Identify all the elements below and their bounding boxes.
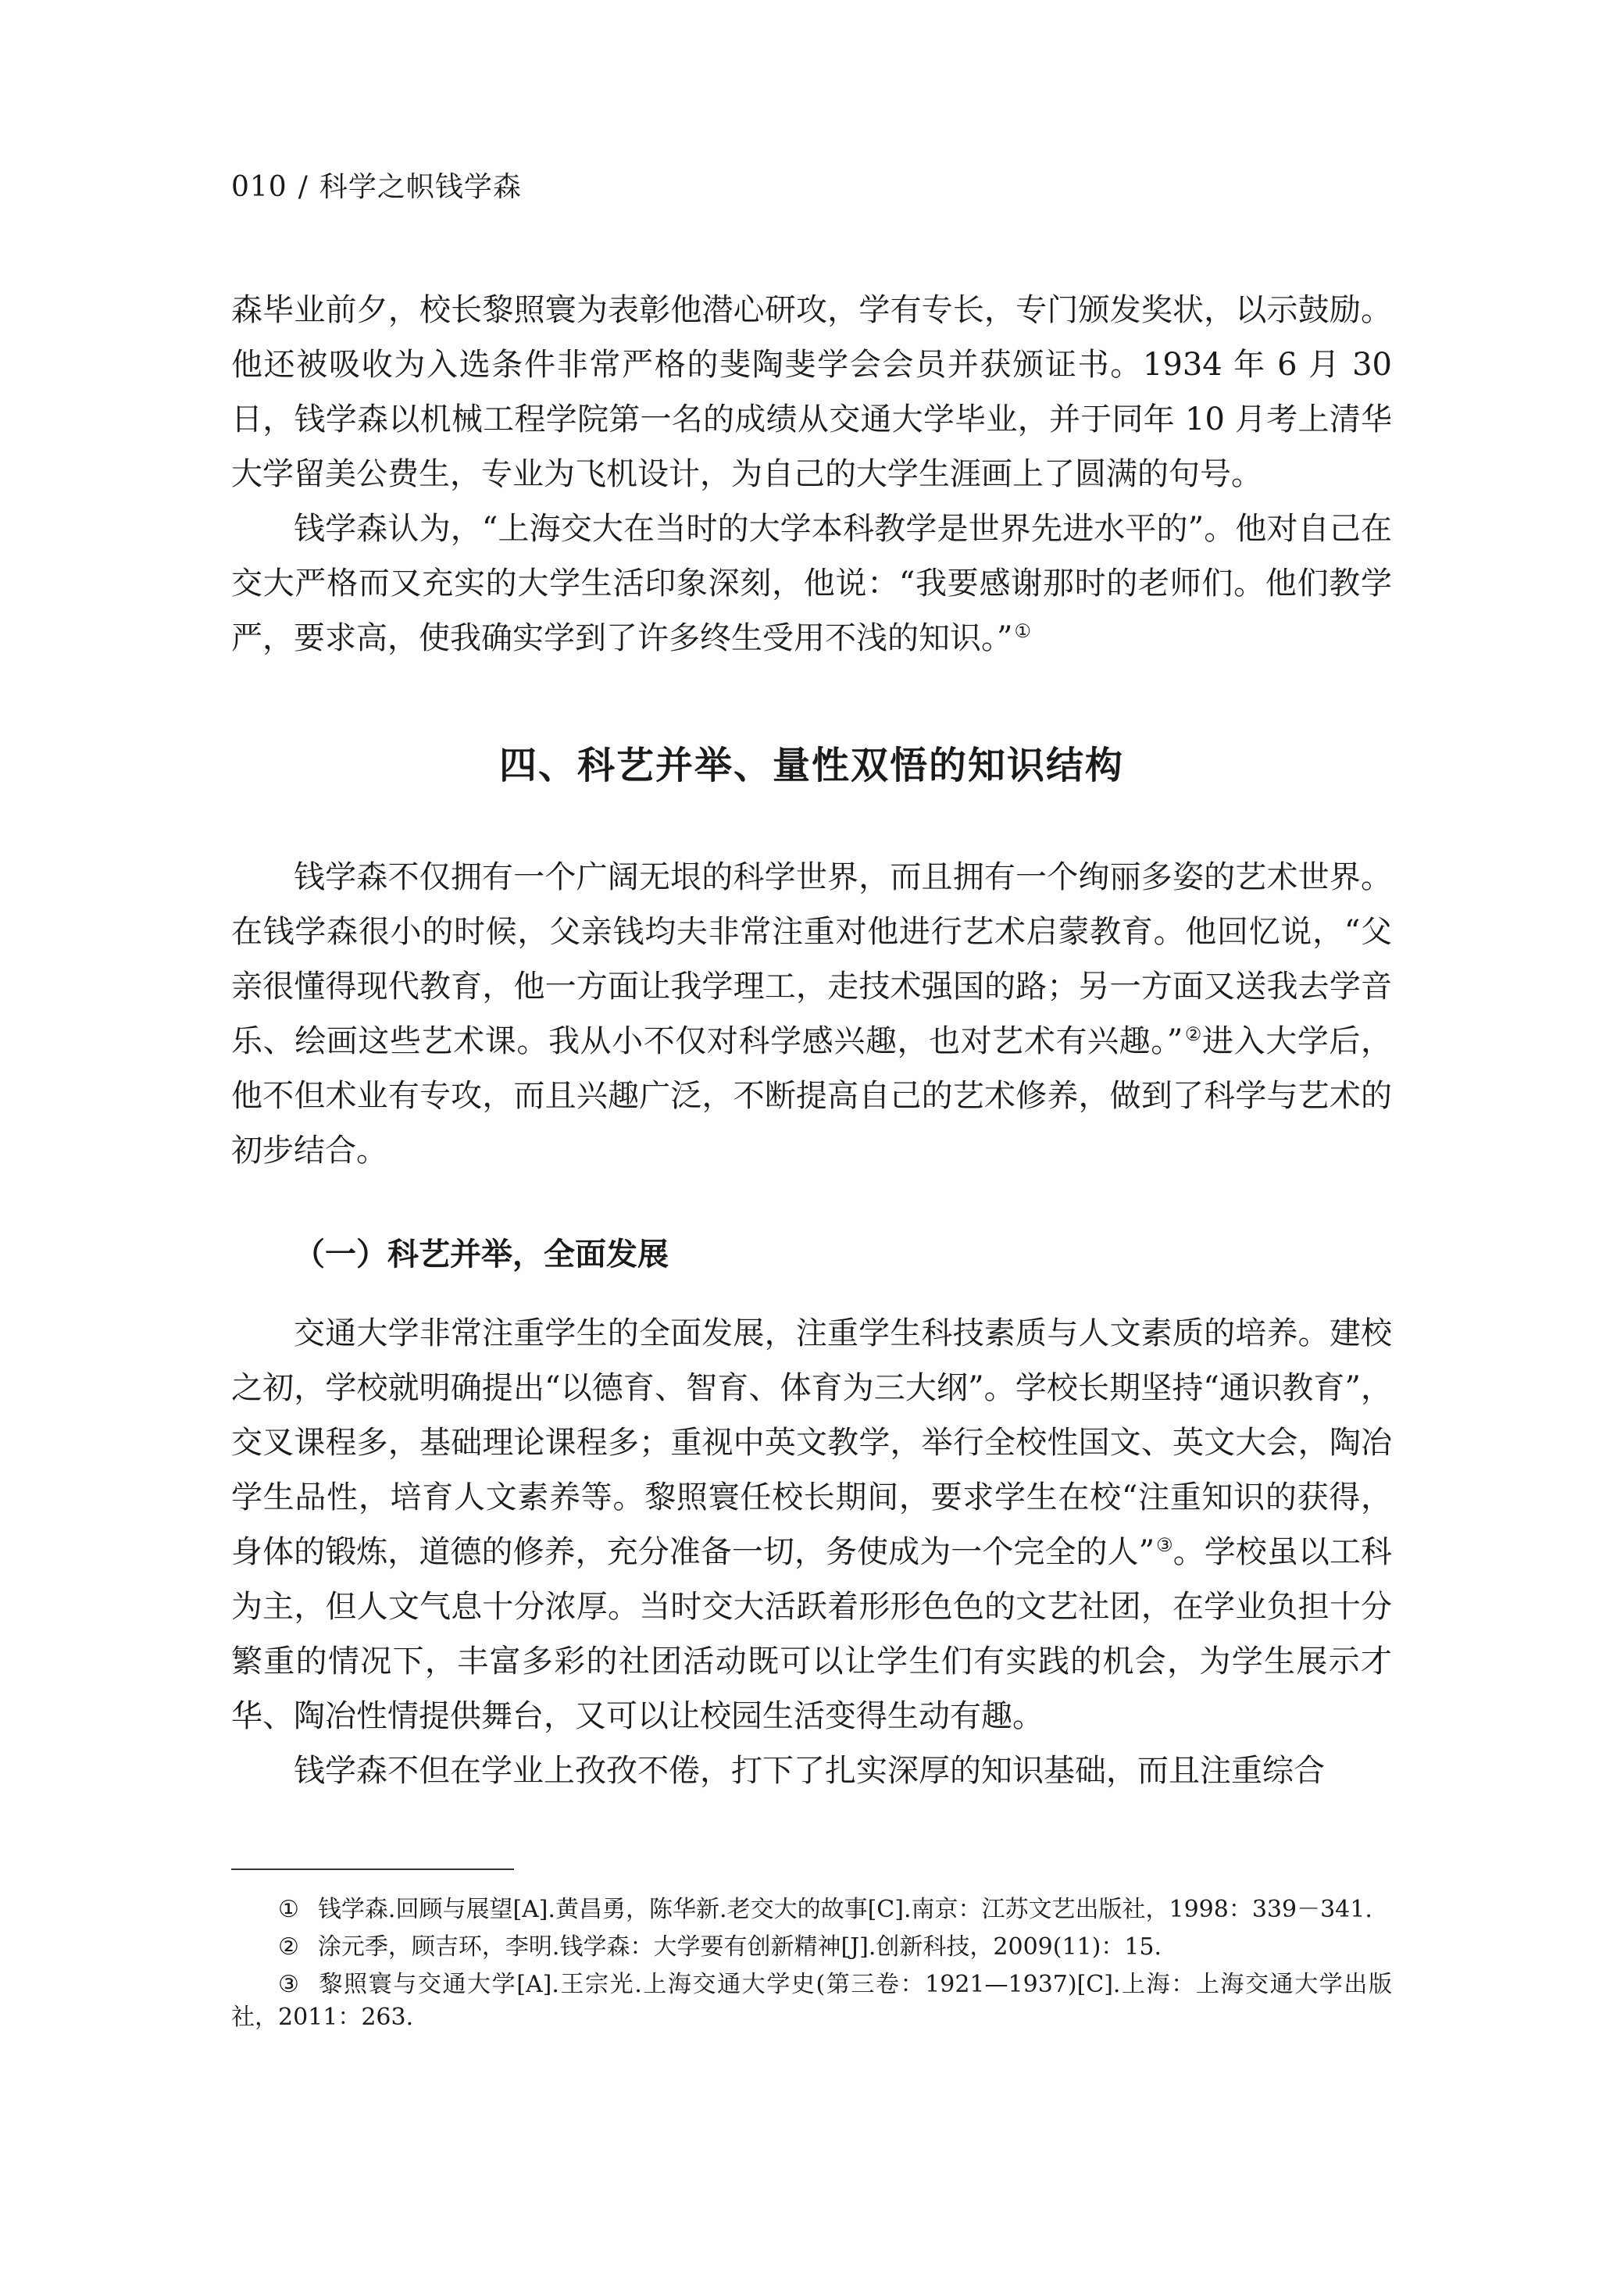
paragraph-text: 交通大学非常注重学生的全面发展，注重学生科技素质与人文素质的培养。建校之初，学校就明确提出“以德育、智育、体育为三大纲”。学校长期坚持“通识教育”，交叉课程多，基础理论课程多；重视中英文教学，举行全校性国文、英文大会，陶冶学生品性，培育人文素养等。黎照寰任校长期间，要求学生在校“注重知识的获得，身体的锻炼，道德的修养，充分准备一切，务使成为一个完全的人”: [231, 1315, 1392, 1570]
running-header: [231, 170, 522, 205]
book-title: 科学之帜钱学森: [319, 171, 522, 203]
footnotes: [231, 1893, 1392, 2039]
footnote-text: 黎照寰与交通大学[A].王宗光.上海交通大学史(第三卷：1921—1937)[C].上海：上海交通大学出版社，2011：263.: [231, 1971, 1392, 2031]
subsection-heading: （一）科艺并举，全面发展: [294, 1237, 669, 1272]
footnote: [231, 1931, 1392, 1964]
footnote-divider: [231, 1868, 514, 1870]
footnote: [231, 1968, 1392, 2034]
paragraph-text: 钱学森认为，“上海交大在当时的大学本科教学是世界先进水平的”。他对自己在交大严格而又充实的大学生活印象深刻，他说：“我要感谢那时的老师们。他们教学严，要求高，使我确实学到了许多终生受用不浅的知识。”: [231, 511, 1392, 656]
body-block-3: [231, 1306, 1392, 1798]
footnote-ref-2[interactable]: ②: [1184, 1023, 1203, 1045]
footnote-ref-1[interactable]: ①: [1014, 619, 1031, 642]
header-separator: /: [298, 171, 309, 203]
footnote-marker: ③: [278, 1971, 301, 1998]
body-block-2: [231, 850, 1392, 1178]
footnote-marker: ①: [278, 1896, 299, 1923]
footnote: [231, 1893, 1392, 1926]
footnote-ref-3[interactable]: ③: [1156, 1533, 1173, 1556]
paragraph-art: [231, 850, 1392, 1178]
paragraph-text: 进入大学后，他不但术业有专攻，而且兴趣广泛，不断提高自己的艺术修养，做到了科学与艺术的初步结合。: [231, 1023, 1393, 1169]
paragraph-text: 。学校虽以工科为主，但人文气息十分浓厚。当时交大活跃着形形色色的文艺社团，在学业负担十分繁重的情况下，丰富多彩的社团活动既可以让学生们有实践的机会，为学生展示才华、陶冶性情提供舞台，又可以让校园生活变得生动有趣。: [231, 1534, 1393, 1734]
footnote-marker: ②: [278, 1933, 299, 1961]
body-block-1: [231, 283, 1392, 666]
paragraph-text: 钱学森不仅拥有一个广阔无垠的科学世界，而且拥有一个绚丽多姿的艺术世界。在钱学森很小的时候，父亲钱均夫非常注重对他进行艺术启蒙教育。他回忆说，“父亲很懂得现代教育，他一方面让我学理工，走技术强国的路；另一方面又送我去学音乐、绘画这些艺术课。我从小不仅对科学感兴趣，也对艺术有兴趣。”: [231, 859, 1392, 1059]
paragraph-closing: 钱学森不但在学业上孜孜不倦，打下了扎实深厚的知识基础，而且注重综合: [294, 1753, 1325, 1789]
paragraph-university: [231, 1306, 1392, 1744]
page-number: 010: [231, 171, 287, 203]
footnote-text: 钱学森.回顾与展望[A].黄昌勇，陈华新.老交大的故事[C].南京：江苏文艺出版社，1998：339－341.: [317, 1896, 1372, 1923]
section-heading: 四、科艺并举、量性双悟的知识结构: [498, 744, 1124, 787]
footnote-text: 涂元季，顾吉环，李明.钱学森：大学要有创新精神[J].创新科技，2009(11)：15.: [317, 1933, 1162, 1961]
paragraph-continued: 森毕业前夕，校长黎照寰为表彰他潜心研攻，学有专长，专门颁发奖状，以示鼓励。他还被吸收为入选条件非常严格的斐陶斐学会会员并获颁证书。1934 年 6 月 30 日，钱学森以机械工程学院第一名的成绩从交通大学毕业，并于同年 10 月考上清华大学留美公费生，专业为飞机设计，为自己的大学生涯画上了圆满的句号。: [231, 292, 1392, 492]
paragraph-quote: [231, 501, 1392, 666]
